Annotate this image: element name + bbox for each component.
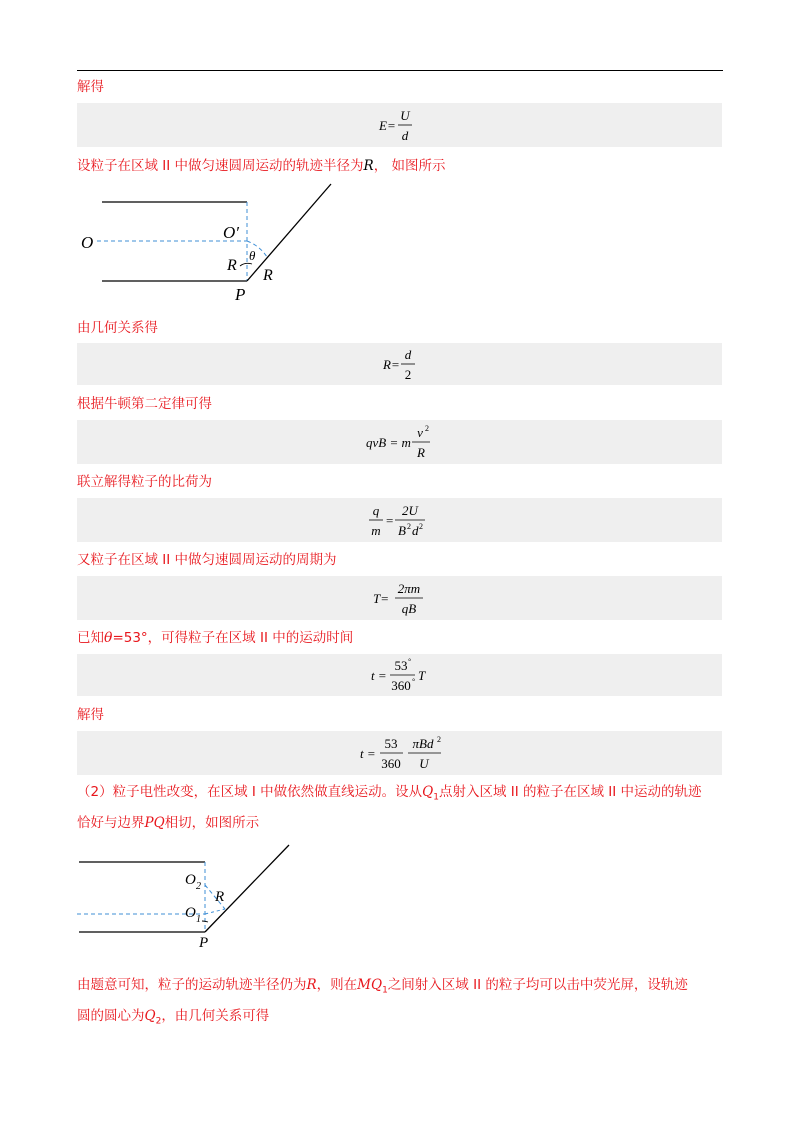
f3-num-sup: 2 <box>425 424 429 433</box>
f7-lhs: t = <box>360 746 376 761</box>
formula-q-over-m <box>77 498 722 542</box>
f7-num2-sup: 2 <box>437 735 441 744</box>
label-o1: O <box>185 905 196 921</box>
f6-num: 53 <box>394 658 408 673</box>
f4-den-b-sup: 2 <box>419 522 423 531</box>
formula-time-fraction <box>77 654 722 696</box>
text-newton: 根据牛顿第二定律可得 <box>77 396 212 412</box>
formula-box-6 <box>77 654 722 696</box>
f2-num: d <box>404 347 412 362</box>
p4-mq-sub: 1 <box>382 985 388 996</box>
text-period: 又粒子在区域 II 中做匀速圆周运动的周期为 <box>77 552 337 568</box>
formula-e-equals-u-over-d <box>77 103 722 147</box>
p4-mq: MQ <box>357 977 383 993</box>
p2-b: 点射入区域 II 的粒子在区域 II 中运动的轨迹 <box>438 784 702 800</box>
l7-a: 已知 <box>77 630 104 646</box>
f1-num: U <box>400 108 410 123</box>
diagram-1 <box>77 180 377 305</box>
formula-r-equals-d-over-2 <box>77 343 722 385</box>
p4-a: 由题意可知，粒子的运动轨迹半径仍为 <box>77 977 307 993</box>
f5-lhs: T= <box>373 591 390 606</box>
f4-den-a: B <box>398 523 406 538</box>
f4-lnum: q <box>372 503 380 518</box>
f7-den2: U <box>419 756 429 771</box>
p5-q2-sub: 2 <box>155 1016 162 1027</box>
f6-den-sup: ° <box>412 677 416 686</box>
text-radius-intro <box>77 156 446 176</box>
text-part2-line2 <box>77 813 259 833</box>
text-part2-line4 <box>77 1006 269 1032</box>
f4-den-a-sup: 2 <box>407 522 411 531</box>
f6-den: 360 <box>391 678 411 693</box>
f4-lden: m <box>371 523 381 538</box>
p3-a: 恰好与边界 <box>77 815 145 831</box>
l7-var: θ <box>104 630 113 646</box>
p4-r: R <box>306 977 317 993</box>
f3-lhs: qvB = m <box>366 435 411 450</box>
f6-num-sup: ° <box>408 657 412 666</box>
label-theta: θ <box>249 248 256 263</box>
p4-c: 之间射入区域 II 的粒子均可以击中荧光屏，设轨迹 <box>387 977 688 993</box>
text-jiede-2: 解得 <box>77 707 104 723</box>
p5-b: ，由几何关系可得 <box>161 1008 270 1024</box>
text-geometry: 由几何关系得 <box>77 320 158 336</box>
f7-num2: πBd <box>412 736 434 751</box>
formula-box-7 <box>77 731 722 775</box>
text-jiede-1: 解得 <box>77 79 104 95</box>
f6-rhs: T <box>418 668 426 683</box>
label-o2: O <box>185 872 196 888</box>
formula-box-2 <box>77 343 722 385</box>
label-o: O <box>81 233 94 252</box>
p2-a: （2）粒子电性改变，在区域 I 中做依然做直线运动。设从 <box>77 784 423 800</box>
label-r2: R <box>215 889 225 905</box>
top-rule <box>77 70 723 71</box>
f7-den1: 360 <box>381 756 401 771</box>
label-o1-sub: 1 <box>196 914 201 925</box>
l2-a: 设粒子在区域 II 中做匀速圆周运动的轨迹半径为 <box>77 158 364 174</box>
f3-num: v <box>417 425 423 440</box>
formula-box-3 <box>77 420 722 464</box>
p4-b: ，则在 <box>316 977 358 993</box>
label-p: P <box>235 285 246 304</box>
label-o2-sub: 2 <box>196 881 201 892</box>
label-p2: P <box>199 935 209 951</box>
text-theta-known <box>77 628 353 648</box>
f5-num: 2πm <box>397 581 421 596</box>
p5-a: 圆的圆心为 <box>77 1008 145 1024</box>
f2-den: 2 <box>404 367 412 382</box>
formula-period <box>77 576 722 620</box>
f1-lhs: E= <box>379 118 396 133</box>
formula-box-1 <box>77 103 722 147</box>
p3-pq: PQ <box>144 815 165 831</box>
label-r-left: R <box>227 257 237 274</box>
f3-den: R <box>417 445 425 460</box>
formula-time-result <box>77 731 722 775</box>
formula-box-4 <box>77 498 722 542</box>
l2-var: R <box>363 158 374 174</box>
formula-qvb <box>77 420 722 464</box>
f4-eq: = <box>386 513 394 528</box>
f5-den: qB <box>401 601 417 616</box>
p2-q1-sub: 1 <box>433 792 439 803</box>
text-specific-charge: 联立解得粒子的比荷为 <box>77 474 212 490</box>
label-r-right: R <box>263 267 273 284</box>
f4-num: 2U <box>402 503 418 518</box>
text-part2-line1 <box>77 782 702 808</box>
f2-lhs: R= <box>383 357 400 372</box>
f7-num1: 53 <box>384 736 398 751</box>
formula-box-5 <box>77 576 722 620</box>
l2-b: ， 如图所示 <box>373 158 446 174</box>
p5-q2: Q <box>144 1008 156 1024</box>
f4-den-b: d <box>412 523 419 538</box>
f6-lhs: t = <box>371 668 387 683</box>
p2-q1: Q <box>422 784 434 800</box>
f1-den: d <box>401 128 409 143</box>
diagram-2 <box>77 843 307 955</box>
l7-b: =53°，可得粒子在区域 II 中的运动时间 <box>112 630 354 646</box>
text-part2-line3 <box>77 975 688 1001</box>
label-o-prime: O′ <box>223 223 239 242</box>
p3-b: 相切，如图所示 <box>164 815 260 831</box>
